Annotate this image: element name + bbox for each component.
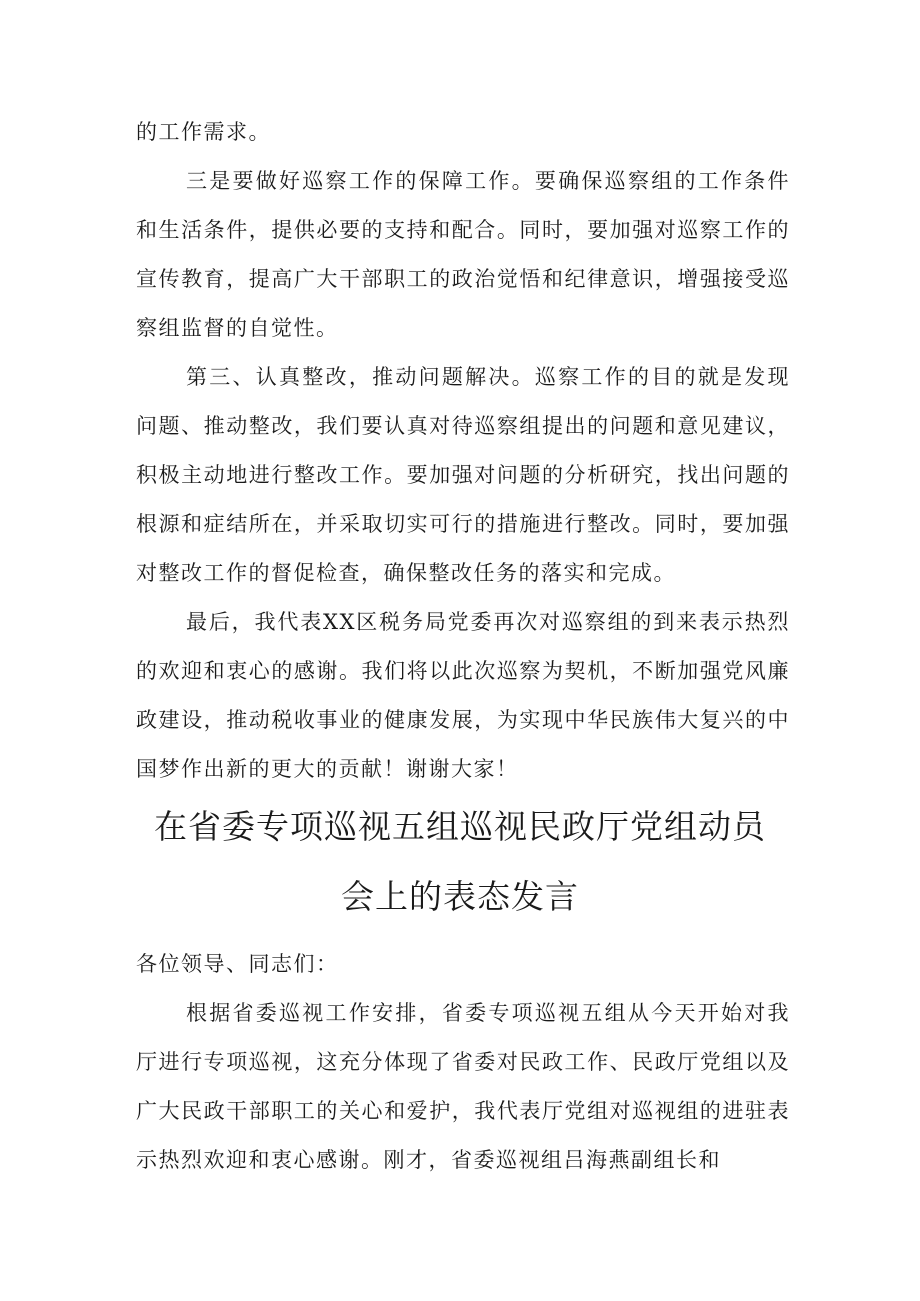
paragraph-safeguard-work: 三是要做好巡察工作的保障工作。要确保巡察组的工作条件和生活条件，提供必要的支持和配合。同时，要加强对巡察工作的宣传教育，提高广大干部职工的政治觉悟和纪律意识，增强接受巡察组监督的自觉性。 xyxy=(136,169,790,340)
paragraph-rectification: 第三、认真整改，推动问题解决。巡察工作的目的就是发现问题、推动整改，我们要认真对待巡察组提出的问题和意见建议，积极主动地进行整改工作。要加强对问题的分析研究，找出问题的根源和症结所在，并采取切实可行的措施进行整改。同时，要加强对整改工作的督促检查，确保整改任务的落实和完成。 xyxy=(136,365,790,585)
document-title-line-1: 在省委专项巡视五组巡视民政厅党组动员 xyxy=(154,807,766,846)
paragraph-closing: 最后，我代表XX区税务局党委再次对巡察组的到来表示热烈的欢迎和衷心的感谢。我们将以此次巡察为契机，不断加强党风廉政建设，推动税收事业的健康发展，为实现中华民族伟大复兴的中国梦作出新的更大的贡献！谢谢大家！ xyxy=(136,610,790,781)
paragraph-continuation: 的工作需求。 xyxy=(136,120,271,144)
document-title-line-2: 会上的表态发言 xyxy=(341,877,579,916)
paragraph-opening: 根据省委巡视工作安排，省委专项巡视五组从今天开始对我厅进行专项巡视，这充分体现了省委对民政工作、民政厅党组以及广大民政干部职工的关心和爱护，我代表厅党组对巡视组的进驻表示热烈欢迎和衷心感谢。刚才，省委巡视组吕海燕副组长和 xyxy=(136,1001,790,1172)
salutation: 各位领导、同志们： xyxy=(136,952,339,976)
